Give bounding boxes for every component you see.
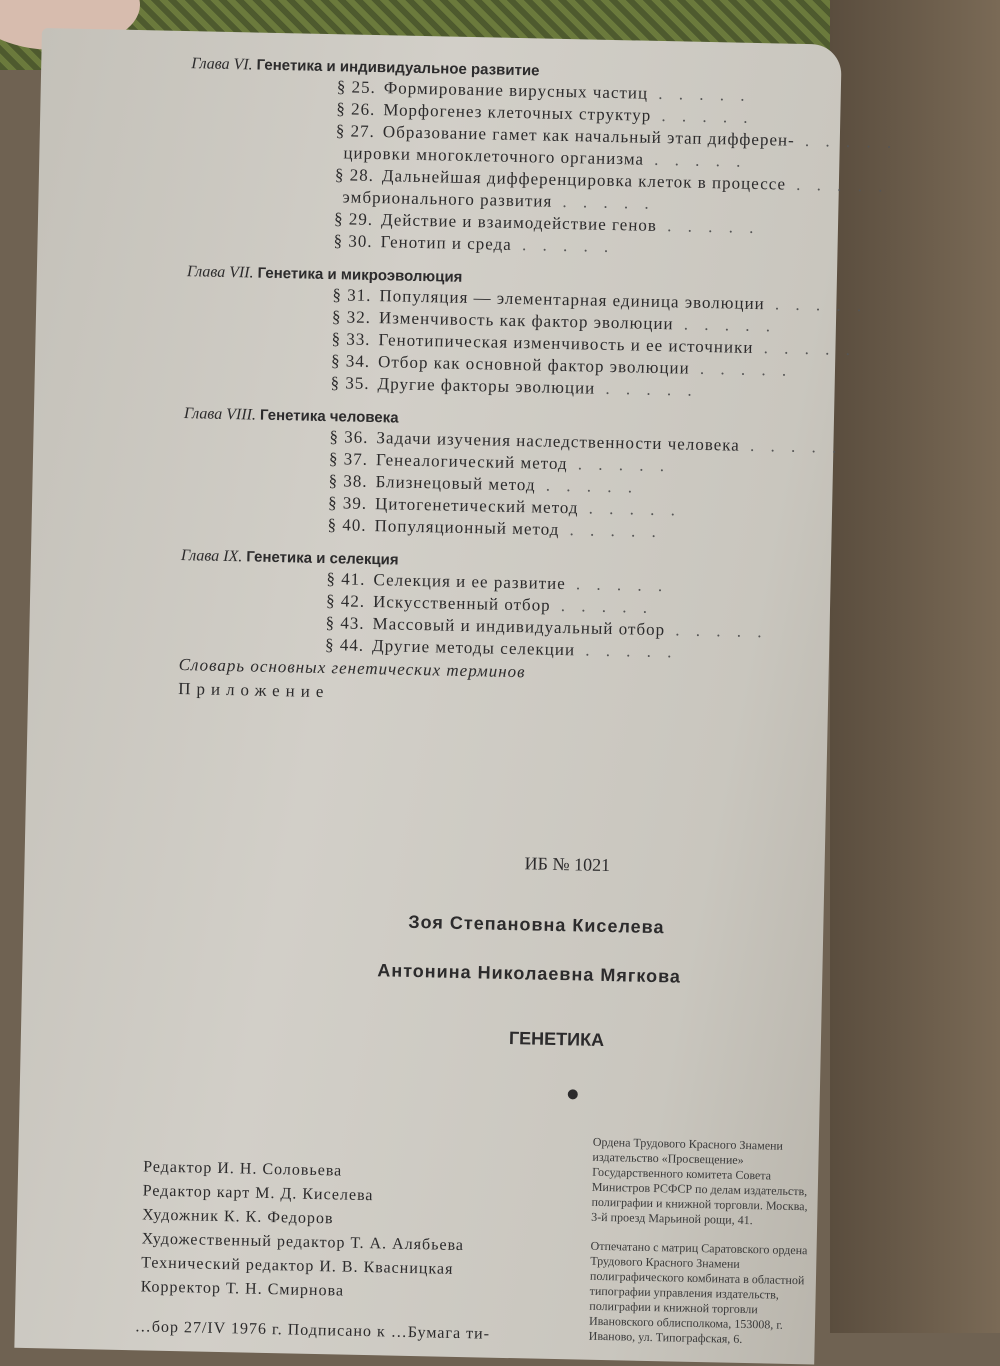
section-title: Селекция и ее развитие <box>373 570 566 593</box>
leader-dots: . . . . . <box>644 150 747 171</box>
chapter-title: Генетика и селекция <box>246 548 399 568</box>
chapter-title: Генетика и микроэволюция <box>257 265 462 286</box>
section-number: § 37. <box>329 449 368 469</box>
section-number: § 26. <box>336 99 375 119</box>
author-2: Антонина Николаевна Мягкова <box>377 960 681 987</box>
credit-line: Редактор карт М. Д. Киселева <box>142 1179 465 1210</box>
section-title: Популяция — элементарная единица эволюции <box>379 286 765 313</box>
leader-dots: . . . . . <box>665 620 768 641</box>
author-1: Зоя Степановна Киселева <box>408 912 665 938</box>
section-number: § 36. <box>329 427 368 447</box>
appendix-entry: Приложение <box>178 677 818 714</box>
credit-line: Художественный редактор Т. А. Алябьева <box>141 1227 464 1258</box>
section-number: § 40. <box>327 515 366 535</box>
section-number: § 30. <box>333 231 372 251</box>
section-title: Массовый и индивидуальный отбор <box>372 614 665 639</box>
section-title: Близнецовый метод <box>375 472 535 494</box>
leader-dots: . . . . . <box>512 235 615 256</box>
chapter-number: Глава VIII. <box>184 405 256 424</box>
section-title: Генотипическая изменчивость и ее источники <box>378 330 753 357</box>
bullet-icon <box>568 1089 578 1099</box>
section-number: § 31. <box>332 285 371 305</box>
section-title: Популяционный метод <box>374 516 559 539</box>
leader-dots: . . . . . <box>566 574 669 595</box>
leader-dots: . . . . . <box>673 314 776 335</box>
book-page <box>14 28 841 1364</box>
credit-line: Технический редактор И. В. Квасницкая <box>141 1251 464 1282</box>
chapter-number: Глава VII. <box>187 263 254 281</box>
section-title: Морфогенез клеточных структур <box>383 100 651 125</box>
leader-dots: . . . . . <box>578 498 681 519</box>
leader-dots: . . . . . <box>648 84 751 105</box>
section-title: Другие методы селекции <box>372 636 575 659</box>
leader-dots: . . . . . <box>552 192 655 213</box>
section-title: эмбрионального развития <box>342 187 552 210</box>
background-surface <box>830 0 1000 1333</box>
publisher-info <box>588 1135 813 1363</box>
chapter-title: Генетика и индивидуальное развитие <box>256 57 539 80</box>
credit-line: Художник К. К. Федоров <box>142 1203 465 1234</box>
leader-dots: . . . . . <box>740 436 843 457</box>
section-number: § 28. <box>335 165 374 185</box>
leader-dots: . . . . . <box>765 294 868 315</box>
leader-dots: . . . . . <box>550 596 653 617</box>
printer-paragraph: Отпечатано с матриц Саратовского ордена Трудового Красного Знамени полиграфического комбината в областной типографии управления издательств, полиграфии и книжной торговли Ивановского облисполкома, 153008, г. Иваново, ул. Типографская, 6. <box>589 1239 811 1349</box>
leader-dots: . . . . . <box>575 640 678 661</box>
chapter-number: Глава IX. <box>181 547 243 565</box>
section-number: § 41. <box>326 569 365 589</box>
leader-dots: . . . . . <box>535 475 638 496</box>
section-title: Дальнейшая дифференцировка клеток в процессе <box>382 166 786 193</box>
section-title: Другие факторы эволюции <box>377 374 595 398</box>
chapter-title: Генетика человека <box>260 407 399 427</box>
section-title: Цитогенетический метод <box>375 494 579 517</box>
section-number: § 27. <box>336 121 375 141</box>
section-number: § 33. <box>331 329 370 349</box>
credits-list <box>140 1155 465 1306</box>
glossary-entry: Словарь основных генетических терминов <box>178 653 818 690</box>
section-number: § 43. <box>325 613 364 633</box>
section-number: § 39. <box>328 493 367 513</box>
leader-dots: . . . . . <box>559 520 662 541</box>
section-number: § 38. <box>328 471 367 491</box>
section-title: Задачи изучения наследственности человека <box>376 428 740 455</box>
section-title: Формирование вирусных частиц <box>384 78 649 103</box>
section-title: Генотип и среда <box>380 232 512 254</box>
section-number: § 29. <box>334 209 373 229</box>
table-of-contents <box>178 41 832 714</box>
section-number: § 32. <box>332 307 371 327</box>
section-title: Искусственный отбор <box>373 592 551 615</box>
leader-dots: . . . . . <box>595 379 698 400</box>
leader-dots: . . . . . <box>651 106 754 127</box>
leader-dots: . . . . . <box>753 338 856 359</box>
section-number: § 25. <box>337 77 376 97</box>
section-number: § 35. <box>330 373 369 393</box>
leader-dots: . . . . . <box>567 454 670 475</box>
credit-line: Корректор Т. Н. Смирнова <box>140 1275 463 1306</box>
section-number: § 42. <box>326 591 365 611</box>
section-title: Генеалогический метод <box>376 450 568 473</box>
chapter-number: Глава VI. <box>191 55 253 73</box>
ib-number: ИБ № 1021 <box>524 853 610 876</box>
section-title: Отбор как основной фактор эволюции <box>378 352 690 378</box>
publisher-paragraph: Ордена Трудового Красного Знамени издательство «Просвещение» Государственного комитета Совета Министров РСФСР по делам издательств, полиграфии и книжной торговли. Москва, 3-й проезд Марьиной рощи, 41. <box>591 1135 813 1230</box>
print-details: …бор 27/IV 1976 г. Подписано к …Бумага ти- <box>135 1318 491 1343</box>
section-number: § 34. <box>331 351 370 371</box>
credit-line: Редактор И. Н. Соловьева <box>143 1155 466 1186</box>
leader-dots: . . . . . <box>786 175 889 196</box>
leader-dots: . . . . . <box>795 131 898 152</box>
book-title: ГЕНЕТИКА <box>509 1028 605 1051</box>
section-title: Образование гамет как начальный этап дифферен- <box>383 122 795 150</box>
section-number: § 44. <box>325 635 364 655</box>
section-title: Изменчивость как фактор эволюции <box>379 308 674 333</box>
leader-dots: . . . . . <box>657 216 760 237</box>
section-title: Действие и взаимодействие генов <box>381 210 657 235</box>
leader-dots: . . . . . <box>690 359 793 380</box>
section-title: цировки многоклеточного организма <box>343 143 644 168</box>
